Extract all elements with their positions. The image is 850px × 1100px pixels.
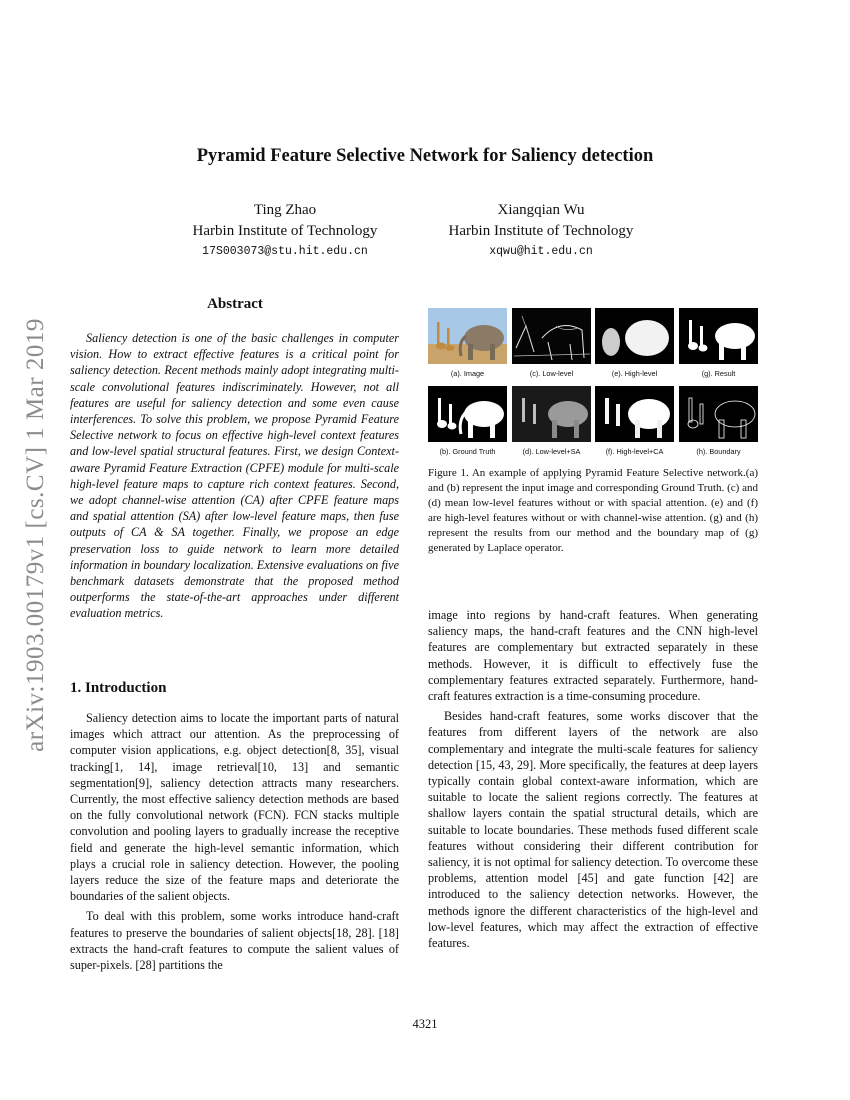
panel-high-level-ca-thumbnail bbox=[595, 386, 674, 442]
abstract-body bbox=[70, 330, 399, 622]
figure-panel-result bbox=[679, 308, 758, 378]
figure-panel-label: (b). Ground Truth bbox=[439, 447, 496, 456]
author-name: Xiangqian Wu bbox=[497, 202, 585, 218]
panel-result-thumbnail bbox=[679, 308, 758, 364]
abstract-heading: Abstract bbox=[207, 296, 263, 312]
author-block-1 bbox=[170, 200, 400, 262]
author-affiliation: Harbin Institute of Technology bbox=[192, 223, 378, 239]
figure-panel-boundary bbox=[679, 386, 758, 456]
left-column-body bbox=[70, 710, 399, 977]
panel-ground-truth-thumbnail bbox=[428, 386, 507, 442]
author-block-2 bbox=[425, 200, 657, 262]
panel-image-thumbnail bbox=[428, 308, 507, 364]
figure-panel-label: (d). Low-level+SA bbox=[522, 447, 581, 456]
figure-panel-label: (h). Boundary bbox=[696, 447, 741, 456]
body-paragraph: To deal with this problem, some works introduce hand-craft features to preserve the boundaries of salient objects[18, 28]. [18] extracts the hand-craft features to compute the salient values of super-pixels. [28] partitions the bbox=[70, 909, 399, 973]
body-paragraph: Besides hand-craft features, some works discover that the features from different layers of the network are also complementary and integrate the multi-scale features for saliency detection [15, 43, 29]. More specifically, the features at deep layers typically contain global context-aware information, which are suitable to locate the salient regions correctly. The features at shallow layers contain the spatial structural details, which are suitable to locate boundaries. These methods fused different scale features without considering their different contribution for saliency, it is not optimal for saliency detection. To overcome these problems, attention model [45] and gate function [42] are introduced to the saliency detection networks. However, the methods ignore the different characteristics of the high-level and low-level features, which may affect the extraction of effective features. bbox=[428, 709, 758, 951]
figure-panel-low-level-sa bbox=[512, 386, 591, 456]
figure-panel-high-level-ca bbox=[595, 386, 674, 456]
figure-panel-high-level bbox=[595, 308, 674, 378]
figure-panel-label: (e). High-level bbox=[611, 369, 658, 378]
panel-high-level-thumbnail bbox=[595, 308, 674, 364]
figure-caption: Figure 1. An example of applying Pyramid Feature Selective network.(a) and (b) represent the input image and corresponding Ground Truth. (c) and (d) mean low-level features without or with spacial attention. (e) and (f) are high-level features without or with channel-wise attention. (g) and (h) represent the results from our method and the boundary map of (g) generated by Laplace operator. bbox=[428, 467, 758, 554]
section-heading-introduction: 1. Introduction bbox=[70, 680, 167, 696]
author-affiliation: Harbin Institute of Technology bbox=[448, 223, 634, 239]
panel-boundary-thumbnail bbox=[679, 386, 758, 442]
figure-panel-label: (c). Low-level bbox=[529, 369, 574, 378]
author-name: Ting Zhao bbox=[253, 202, 317, 218]
body-paragraph: Saliency detection aims to locate the important parts of natural images which attract our attention. As the preprocessing of computer vision applications, e.g. object detection[8, 35], visual tracking[1, 14], image retrieval[10, 13] and semantic segmentation[9], saliency detection attracts many researchers. Currently, the most effective saliency detection methods are based on the fully convolutional network (FCN). FCN stacks multiple convolution and pooling layers to gradually increase the receptive field and generate the high-level semantic information, which plays a crucial role in saliency detection. However, the pooling layers reduce the size of the feature maps and deteriorate the boundaries of the salient objects. bbox=[70, 711, 399, 904]
paper-title: Pyramid Feature Selective Network for Saliency detection bbox=[196, 146, 654, 166]
author-email: xqwu@hit.edu.cn bbox=[489, 245, 593, 258]
figure-panel-label: (a). Image bbox=[450, 369, 485, 378]
page-number: 4321 bbox=[412, 1017, 438, 1031]
author-email: 17S003073@stu.hit.edu.cn bbox=[202, 245, 368, 258]
panel-low-level-sa-thumbnail bbox=[512, 386, 591, 442]
body-paragraph: image into regions by hand-craft features. When generating saliency maps, the hand-craft features and the CNN high-level features are complementary but extracted separately in these methods. However, it is difficult to effectively fuse the complementary features extracted separately. Furthermore, hand-craft features extraction is a time-consuming procedure. bbox=[428, 608, 758, 704]
arxiv-identifier: arXiv:1903.00179v1 [cs.CV] 1 Mar 2019 bbox=[22, 318, 49, 752]
panel-low-level-thumbnail bbox=[512, 308, 591, 364]
figure-panel-image bbox=[428, 308, 507, 378]
figure-1 bbox=[428, 308, 758, 456]
figure-panel-label: (g). Result bbox=[701, 369, 736, 378]
abstract-paragraph: Saliency detection is one of the basic challenges in computer vision. How to extract effective features is a critical point for saliency detection. Recent methods mainly adopt integrating multi-scale convolutional features indiscriminately. However, not all features are useful for saliency detection and some even cause interferences. To solve this problem, we propose Pyramid Feature Selective network to focus on effective high-level context features and low-level spatial structural features. First, we design Context-aware Pyramid Feature Extraction (CPFE) module for multi-scale high-level feature maps to capture rich context features. Second, we adopt channel-wise attention (CA) after CPFE feature maps and spatial attention (SA) after low-level feature maps, then fuse outputs of CA & SA together. Finally, we propose an edge preservation loss to guide network to learn more detailed information in boundary localization. Extensive evaluations on five benchmark datasets demonstrate that the proposed method outperforms the state-of-the-art approaches under different evaluation metrics. bbox=[70, 331, 399, 621]
figure-panel-ground-truth bbox=[428, 386, 507, 456]
figure-panel-label: (f). High-level+CA bbox=[605, 447, 664, 456]
right-column-body bbox=[428, 607, 758, 955]
figure-panel-low-level bbox=[512, 308, 591, 378]
